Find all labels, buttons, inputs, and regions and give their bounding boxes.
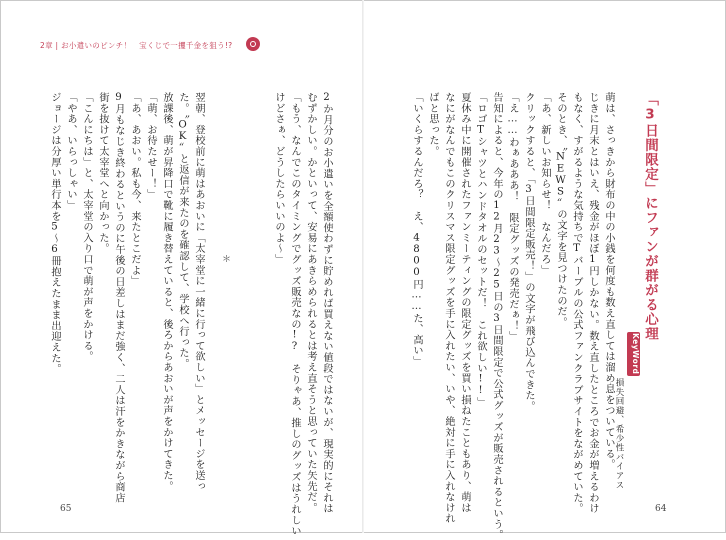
text-line: むずかしい。かといって、安易にあきらめられるとは考え直そうと思っていた矢先だ。 — [305, 92, 316, 514]
text-line: じきに月末とはいえ、残金がほぼ1円しかない。数え直したところでお金が増えるわけ — [587, 92, 598, 514]
text-line: 「やあ、いらっしゃい」 — [65, 92, 76, 211]
text-line: 「ロゴTシャツとハンドタオルのセットだ！ これ欲しい!!」 — [475, 92, 486, 408]
text-line: クリックすると、「3日間限定販売！」の文字が飛び込んできた。 — [523, 92, 534, 412]
keyword-terms: 損失回避、希少性バイアス — [614, 378, 624, 490]
text-line: ジョージは分厚い単行本を5〜6冊抱えたまま出迎えた。 — [49, 92, 60, 375]
page-number-left: 65 — [60, 504, 72, 514]
text-line: 翌朝、登校前に萌はあおいに「太宰堂に一緒に行って欲しい」とメッセージを送っ — [193, 92, 204, 492]
text-line: 「あ、新しいお知らせ！ なんだろ」 — [539, 92, 550, 276]
text-line: 9月もなじき終わるというのに午後の日差しはまだ強く、二人は汗をかきながら商店 — [113, 92, 124, 504]
text-line: なにがなんでもこのクリスマス限定グッズを手に入れたい、いや、絶対に手に入れなけれ — [443, 92, 454, 524]
text-line: 「いくらするんだろ？ え、4800円……た、高い」 — [411, 92, 422, 367]
keyword-badge-label: KeyWord — [631, 333, 640, 375]
chapter-mark-icon — [246, 37, 260, 51]
text-line: そのとき、〝NEWS〟の文字を見つけたのだ。 — [555, 92, 566, 328]
text-line: ばと思った。 — [427, 92, 438, 157]
text-line: 「え……わぁあああ！ 限定グッズの発売だぁ！」 — [507, 92, 518, 342]
text-line: 萌は、さっきから財布の中の小銭を何度も数え直しては溜め息をついている。 — [603, 92, 614, 470]
text-line: けどさぁ、どうしたらいいのよ〜」 — [273, 92, 284, 265]
section-heading: 「3日間限定」にファンが群がる心理 — [642, 92, 658, 341]
book-gutter — [362, 0, 364, 533]
text-line: 街を抜けて太宰堂へと向かった。 — [97, 92, 108, 254]
text-line: 「こんにちは」と、太宰堂の入り口で萌が声をかける。 — [81, 92, 92, 362]
text-line: 夏休み中に開催されたファンミーティングの限定グッズを買い損ねたこともあり、萌は — [459, 92, 470, 514]
text-line: 「もう、なんでこのタイミングでグッズ販売なの!? そりゃあ、推しのグッズはうれしい — [289, 92, 300, 537]
running-head: 2章 | お小遣いのピンチ！ 宝くじで一攫千金を狙う!? — [40, 41, 233, 50]
text-line: もなく、すがるような気持ちでTバーブルの公式ファンクラブサイトをながめていた。 — [571, 92, 582, 514]
section-separator: ＊ — [222, 255, 232, 265]
page-number-right: 64 — [655, 504, 667, 514]
text-line: 放課後、萌が昇降口で靴に履き替えていると、後ろからあおいが声をかけてきた。 — [161, 92, 172, 492]
text-line: 「萌、お待たせー！」 — [145, 92, 156, 200]
text-line: 「あ、あおい。私も今、来たとこだよ」 — [129, 92, 140, 287]
text-line: 2か月分のお小遣いを全額使わずに貯めれば買えない値段ではないが、現実的にそれは — [321, 92, 332, 514]
text-line: 告知によると、今年の12月23〜25日の3日間限定で公式グッズが販売されるという。 — [491, 92, 502, 540]
text-line: た。〝OK〟と返信が来たのを確認して、学校へ行った。 — [177, 92, 188, 370]
